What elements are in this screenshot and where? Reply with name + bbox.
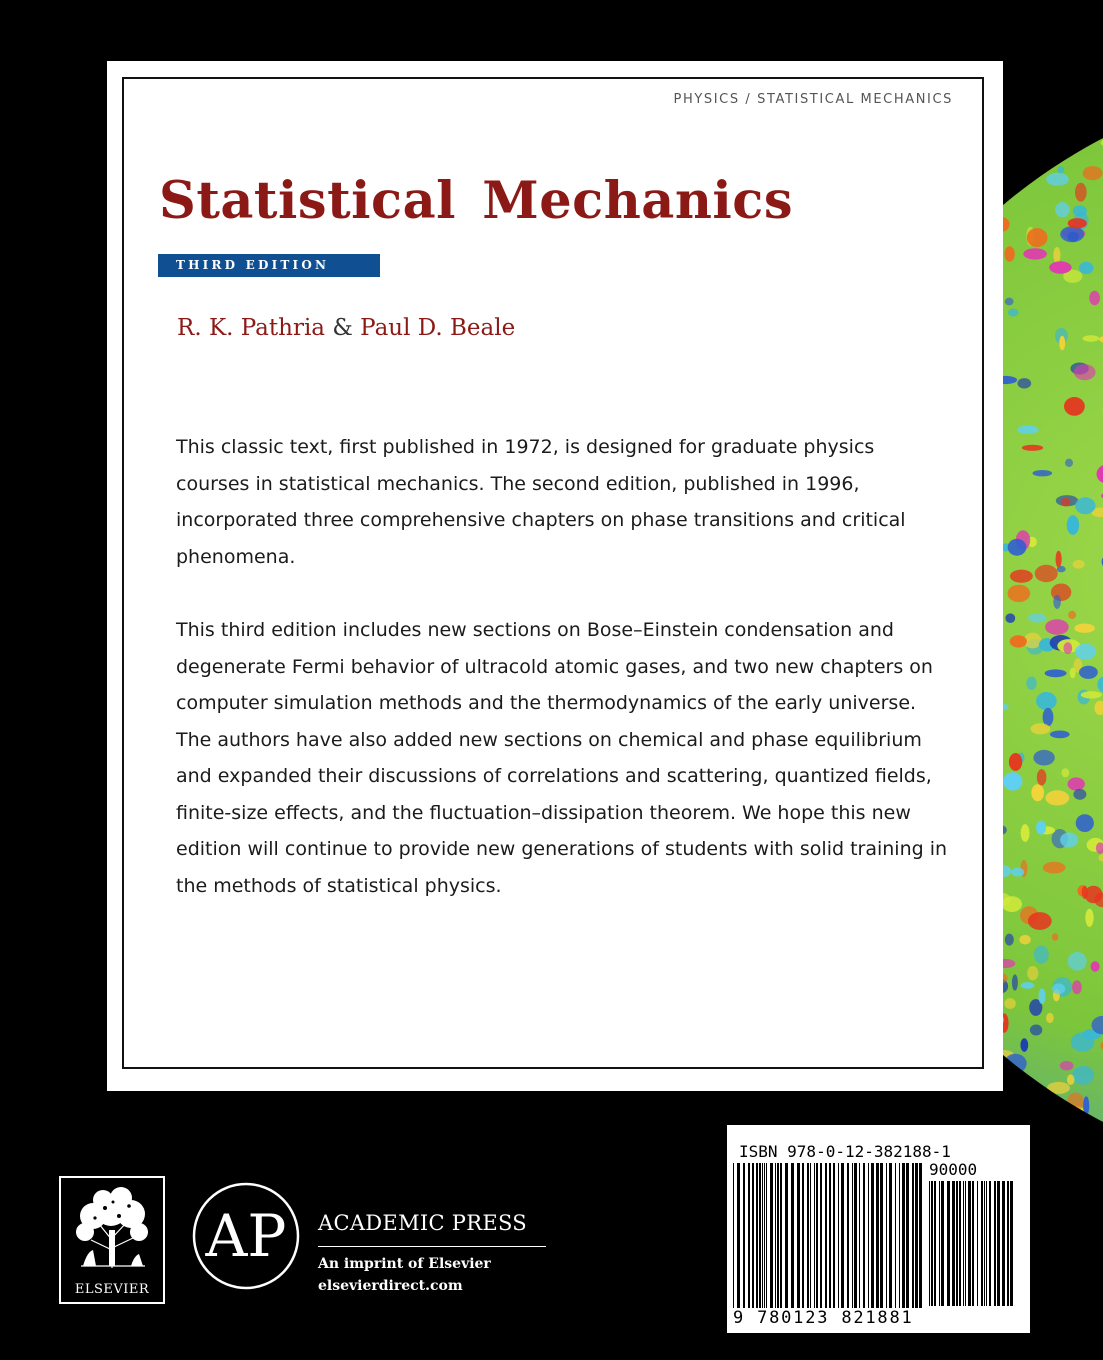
sphere-blob	[1045, 790, 1069, 805]
tree-icon	[61, 1180, 163, 1280]
barcode-bar	[766, 1163, 767, 1308]
sphere-blob	[1020, 1038, 1028, 1052]
sphere-blob	[1007, 172, 1016, 181]
sphere-blob	[1011, 868, 1024, 877]
sphere-blob	[1021, 1103, 1040, 1110]
sphere-blob	[1073, 560, 1085, 569]
sphere-blob	[816, 1112, 836, 1122]
sphere-blob	[1035, 115, 1041, 126]
sphere-blob	[1035, 565, 1058, 582]
sphere-blob	[1056, 551, 1062, 568]
sphere-blob	[1073, 83, 1092, 98]
category-label: PHYSICS / STATISTICAL MECHANICS	[673, 92, 953, 107]
sphere-blob	[1067, 1092, 1084, 1111]
barcode-bar	[981, 1181, 983, 1306]
ap-monogram-icon	[190, 1180, 302, 1292]
sphere-blob	[1060, 832, 1078, 847]
sphere-blob	[1005, 934, 1014, 946]
sphere-blob	[1018, 1105, 1024, 1123]
sphere-blob	[1091, 961, 1100, 971]
sphere-blob	[1027, 966, 1038, 980]
sphere-blob	[1074, 364, 1096, 380]
barcode-bar	[876, 1163, 879, 1308]
sphere-blob	[1049, 261, 1071, 273]
barcode-bars	[733, 1163, 923, 1308]
sphere-blob	[1036, 692, 1057, 710]
sphere-blob	[1021, 982, 1035, 989]
barcode-bar	[965, 1181, 966, 1306]
publisher-imprint: An imprint of Elsevier	[318, 1256, 491, 1272]
barcode-bar	[810, 1163, 811, 1308]
barcode-bar	[748, 1163, 750, 1308]
sphere-blob	[1026, 677, 1036, 690]
barcode-bar	[963, 1181, 964, 1306]
publisher-name: ACADEMIC PRESS	[318, 1211, 527, 1235]
barcode-bar	[906, 1163, 909, 1308]
barcode-bar	[880, 1163, 883, 1308]
sphere-blob	[1057, 166, 1064, 173]
sphere-blob	[1010, 635, 1027, 647]
sphere-blob	[1019, 935, 1030, 945]
barcode-bar	[816, 1163, 818, 1308]
sphere-blob	[1060, 1061, 1074, 1071]
sphere-blob	[1085, 909, 1093, 927]
barcode-digits: 9 780123 821881	[733, 1308, 914, 1328]
sphere-blob	[1033, 470, 1053, 476]
sphere-blob	[1059, 336, 1065, 350]
sphere-blob	[1041, 138, 1049, 156]
sphere-blob	[1028, 613, 1046, 622]
sphere-blob	[1023, 248, 1047, 259]
sphere-blob	[1050, 731, 1070, 739]
sphere-blob	[1052, 983, 1065, 994]
barcode-bar	[972, 1181, 974, 1306]
sphere-blob	[1060, 226, 1084, 242]
sphere-blob	[1067, 1074, 1075, 1085]
barcode-bar	[977, 1181, 978, 1306]
book-title: Statistical Mechanics	[159, 171, 794, 231]
sphere-blob	[1083, 166, 1103, 180]
sphere-blob	[1068, 952, 1087, 971]
sphere-blob	[1065, 459, 1073, 467]
barcode-bar	[863, 1163, 865, 1308]
sphere-blob	[1022, 445, 1043, 451]
elsevier-logo	[59, 1176, 165, 1304]
sphere-blob	[1030, 1025, 1042, 1036]
sphere-blob	[1004, 1054, 1027, 1073]
sphere-blob	[1034, 946, 1049, 964]
barcode-bar	[919, 1163, 922, 1308]
barcode-bar	[997, 1181, 1000, 1306]
sphere-blob	[841, 1111, 856, 1119]
sphere-blob	[1072, 1106, 1084, 1121]
barcode-bar	[947, 1181, 950, 1306]
sphere-blob	[919, 1092, 939, 1098]
sphere-blob	[1038, 988, 1045, 1004]
barcode-bar	[1007, 1181, 1009, 1306]
sphere-blob	[1063, 642, 1072, 654]
sphere-blob	[1075, 497, 1095, 514]
publisher-divider	[318, 1246, 546, 1247]
sphere-blob	[1053, 141, 1063, 151]
barcode-bar	[841, 1163, 844, 1308]
barcode-bar	[931, 1181, 933, 1306]
sphere-blob	[1076, 814, 1094, 832]
sphere-blob	[1004, 998, 1015, 1009]
sphere-blob	[1008, 539, 1027, 556]
sphere-blob	[1005, 298, 1014, 306]
sphere-blob	[1003, 772, 1022, 790]
sphere-blob	[1061, 498, 1071, 507]
sphere-blob	[1083, 1096, 1089, 1115]
barcode-bar	[785, 1163, 788, 1308]
sphere-blob	[1043, 708, 1054, 726]
sphere-blob	[1033, 750, 1054, 766]
sphere-blob	[1081, 691, 1102, 698]
barcode-bar	[756, 1163, 758, 1308]
barcode-bar	[959, 1181, 961, 1306]
sphere-blob	[1082, 886, 1088, 899]
edition-badge: THIRD EDITION	[158, 254, 380, 277]
sphere-blob	[1053, 247, 1060, 263]
sphere-blob	[1075, 183, 1087, 202]
barcode-bar	[895, 1163, 896, 1308]
description-paragraph-1: This classic text, first published in 1972, is designed for graduate physics courses in statistical mechanics. The second edition, published in 1996, incorporated three comprehensive chapters on phase transitions and critical phenomena.	[176, 436, 906, 568]
description-panel	[107, 61, 1003, 1091]
sphere-blob	[1052, 1149, 1074, 1156]
sphere-blob	[1005, 613, 1015, 623]
sphere-blob	[1045, 619, 1069, 634]
sphere-blob	[1081, 114, 1099, 126]
barcode-bar	[994, 1181, 996, 1306]
sphere-blob	[1068, 611, 1076, 619]
sphere-blob	[1075, 644, 1097, 660]
sphere-blob	[1046, 1013, 1054, 1023]
barcode-bar	[939, 1181, 940, 1306]
sphere-blob	[1097, 82, 1103, 96]
barcode-bar	[989, 1181, 991, 1306]
barcode-bar	[852, 1163, 853, 1308]
barcode-bar	[775, 1163, 776, 1308]
author-2: Paul D. Beale	[360, 315, 516, 341]
barcode-bar	[737, 1163, 740, 1308]
barcode-bar	[986, 1181, 987, 1306]
barcode-bar	[780, 1163, 782, 1308]
barcode-bar	[871, 1163, 874, 1308]
sphere-blob	[1061, 768, 1069, 777]
sphere-blob	[1055, 202, 1070, 217]
sphere-blob	[1089, 291, 1100, 306]
sphere-blob	[1047, 1082, 1070, 1094]
sphere-blob	[1083, 335, 1100, 341]
sphere-blob	[1046, 173, 1069, 186]
sphere-blob	[1037, 769, 1047, 785]
price-code: 90000	[929, 1160, 978, 1179]
barcode-bar	[825, 1163, 827, 1308]
barcode-bar	[762, 1163, 763, 1308]
sphere-blob	[1017, 426, 1039, 434]
sphere-blob	[1002, 896, 1022, 912]
author-1: R. K. Pathria	[177, 315, 326, 341]
sphere-blob	[831, 1100, 839, 1116]
barcode-bar	[889, 1163, 892, 1308]
sphere-blob	[1017, 378, 1031, 388]
sphere-blob	[1065, 1122, 1078, 1130]
sphere-blob	[1028, 912, 1052, 930]
sphere-blob	[1068, 777, 1085, 790]
barcode-bar	[791, 1163, 794, 1308]
sphere-blob	[1072, 980, 1082, 994]
sphere-blob	[1036, 821, 1046, 835]
author-ampersand: &	[332, 315, 353, 341]
barcode-bar	[929, 1181, 930, 1306]
sphere-blob	[1074, 624, 1095, 633]
barcode-bar	[807, 1163, 809, 1308]
sphere-blob	[1001, 1102, 1007, 1121]
elsevier-wordmark: ELSEVIER	[74, 1282, 150, 1297]
barcode-bar	[859, 1163, 860, 1308]
barcode-bar	[820, 1163, 822, 1308]
barcode-bar	[759, 1163, 761, 1308]
sphere-blob	[1072, 1066, 1094, 1085]
sphere-blob	[1009, 753, 1022, 771]
barcode-bar	[770, 1163, 773, 1308]
barcode-bar	[902, 1163, 905, 1308]
barcode-bar	[743, 1163, 745, 1308]
sphere-blob	[1068, 218, 1087, 228]
sphere-blob	[1070, 127, 1078, 137]
sphere-blob	[1012, 974, 1018, 990]
isbn-barcode	[727, 1125, 1030, 1333]
sphere-blob	[1096, 123, 1103, 131]
barcode-bar	[952, 1181, 955, 1306]
isbn-number: ISBN 978-0-12-382188-1	[739, 1142, 951, 1161]
barcode-bar	[886, 1163, 887, 1308]
sphere-blob	[1085, 117, 1098, 128]
sphere-blob	[1010, 570, 1033, 583]
barcode-bar	[847, 1163, 849, 1308]
barcode-bar	[968, 1181, 971, 1306]
barcode-bar	[934, 1181, 936, 1306]
barcode-bar	[752, 1163, 754, 1308]
barcode-bar	[829, 1163, 831, 1308]
sphere-blob	[1031, 784, 1044, 801]
barcode-bar	[838, 1163, 839, 1308]
barcode-bar	[1002, 1181, 1005, 1306]
sphere-blob	[1067, 515, 1079, 535]
sphere-blob	[1053, 595, 1061, 609]
sphere-blob	[1094, 57, 1101, 71]
barcode-bar	[777, 1163, 779, 1308]
sphere-blob	[1073, 789, 1086, 800]
barcode-bar	[912, 1163, 914, 1308]
sphere-blob	[1052, 933, 1059, 941]
sphere-blob	[1006, 132, 1020, 139]
barcode-bar	[802, 1163, 804, 1308]
barcode-bar	[1010, 1181, 1013, 1306]
authors	[177, 315, 515, 341]
barcode-bar	[915, 1163, 918, 1308]
barcode-bar	[833, 1163, 835, 1308]
barcode-bar	[797, 1163, 800, 1308]
sphere-blob	[1008, 309, 1019, 317]
sphere-blob	[1008, 585, 1031, 602]
sphere-blob	[916, 1091, 927, 1107]
sphere-blob	[1021, 824, 1030, 842]
barcode-bar	[984, 1181, 985, 1306]
barcode-bar	[733, 1163, 734, 1308]
price-barcode-bars	[929, 1181, 1017, 1306]
sphere-blob	[1031, 723, 1051, 734]
sphere-blob	[1043, 862, 1066, 874]
sphere-blob	[1079, 262, 1094, 274]
sphere-blob	[1027, 228, 1048, 247]
barcode-bar	[814, 1163, 815, 1308]
sphere-blob	[1079, 666, 1098, 679]
barcode-bar	[941, 1181, 944, 1306]
publisher-website: elsevierdirect.com	[318, 1278, 463, 1294]
barcode-bar	[868, 1163, 869, 1308]
barcode-bar	[764, 1163, 765, 1308]
barcode-bar	[854, 1163, 857, 1308]
sphere-blob	[1050, 1180, 1067, 1194]
sphere-blob	[1045, 669, 1067, 677]
sphere-blob	[1004, 246, 1014, 261]
description-paragraph-2: This third edition includes new sections on Bose–Einstein condensation and degenerate Fermi behavior of ultracold atomic gases, and two new chapters on computer simulation methods and the thermodynamics of the early universe. The authors have also added new sections on chemical and phase equilibrium and expanded their discussions of correlations and scattering, quantized fields, finite-size effects, and the fluctuation–dissipation theorem. We hope this new edition will continue to provide new generations of students with solid training in the methods of statistical physics.	[176, 619, 948, 897]
barcode-bar	[956, 1181, 958, 1306]
ap-monogram-text: AP	[205, 1202, 287, 1270]
sphere-blob	[1064, 397, 1085, 416]
sphere-blob	[794, 1105, 805, 1114]
barcode-bar	[899, 1163, 900, 1308]
